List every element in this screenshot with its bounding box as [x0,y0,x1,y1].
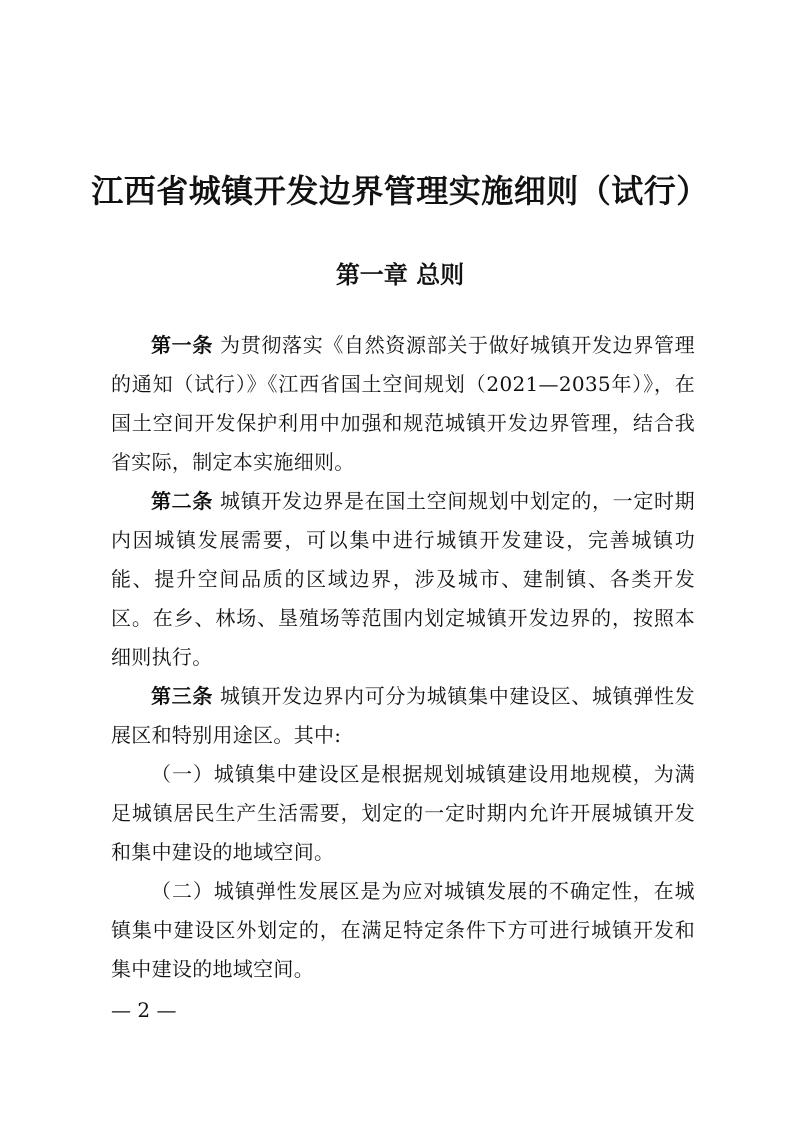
chapter-heading: 第一章 总则 [335,261,465,289]
article-2-paragraph [111,482,695,677]
article-label: 第二条 [151,489,213,513]
document-title: 江西省城镇开发边界管理实施细则（试行） [91,172,709,210]
item-text: （一）城镇集中建设区是根据规划城镇建设用地规模，为满足城镇居民生产生活需要，划定的一定时期内允许开展城镇开发和集中建设的地域空间。 [111,762,695,864]
article-label: 第一条 [151,333,213,357]
article-text: 为贯彻落实《自然资源部关于做好城镇开发边界管理的通知（试行）》《江西省国土空间规划（2021—2035年）》，在国土空间开发保护利用中加强和规范城镇开发边界管理，结合我省实际，制定本实施细则。 [111,333,695,474]
article-text: 城镇开发边界内可分为城镇集中建设区、城镇弹性发展区和特别用途区。其中: [111,684,695,747]
article-3-item-1 [111,755,695,872]
document-body [111,326,695,989]
article-1-paragraph [111,326,695,482]
article-label: 第三条 [151,684,213,708]
article-text: 城镇开发边界是在国土空间规划中划定的，一定时期内因城镇发展需要，可以集中进行城镇开发建设，完善城镇功能、提升空间品质的区域边界，涉及城市、建制镇、各类开发区。在乡、林场、垦殖场等范围内划定城镇开发边界的，按照本细则执行。 [111,489,695,669]
item-text: （二）城镇弹性发展区是为应对城镇发展的不确定性，在城镇集中建设区外划定的，在满足特定条件下方可进行城镇开发和集中建设的地域空间。 [111,879,695,981]
article-3-paragraph [111,677,695,755]
article-3-item-2 [111,872,695,989]
page-number: — 2 — [111,998,177,1022]
